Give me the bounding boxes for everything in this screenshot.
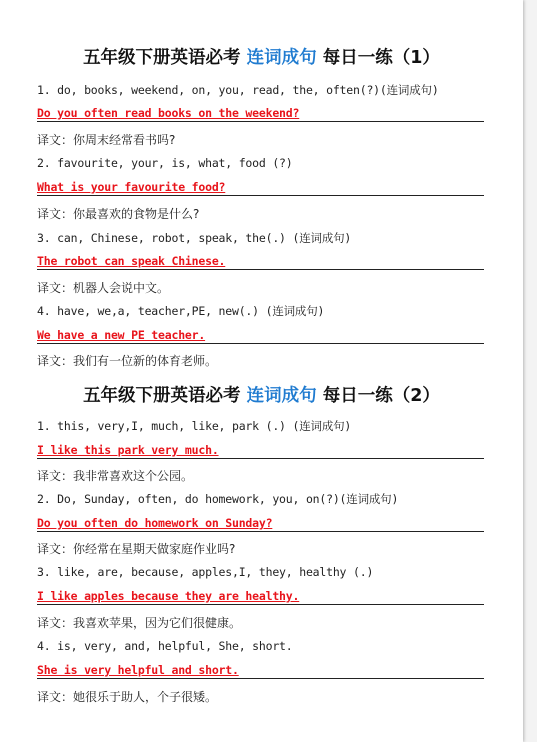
translation-2-2: 译文：你经常在星期天做家庭作业吗? (37, 542, 236, 556)
section-title-2 (0, 382, 523, 407)
answer-text: What is your favourite food? (37, 180, 226, 194)
translation-1-1: 译文：你周末经常看书吗? (37, 133, 176, 147)
translation-1-2: 译文：你最喜欢的食物是什么? (37, 207, 200, 221)
answer-2-2 (37, 516, 484, 532)
answer-text: I like apples because they are healthy. (37, 589, 300, 603)
question-1-1: 1. do, books, weekend, on, you, read, the, often(?)(连词成句) (37, 83, 439, 97)
answer-text: The robot can speak Chinese. (37, 254, 226, 268)
question-2-4: 4. is, very, and, helpful, She, short. (37, 639, 293, 653)
question-2-1: 1. this, very,I, much, like, park (.) (连词成句) (37, 419, 352, 433)
title-text: 五年级下册英语必考 (83, 386, 241, 406)
answer-1-1 (37, 106, 484, 122)
answer-1-4 (37, 328, 484, 344)
answer-text: Do you often read books on the weekend? (37, 106, 300, 120)
translation-2-3: 译文：我喜欢苹果，因为它们很健康。 (37, 616, 242, 630)
title-suffix: 每日一练（2） (322, 386, 440, 406)
title-highlight: 连词成句 (246, 386, 317, 406)
translation-2-4: 译文：她很乐于助人，个子很矮。 (37, 690, 218, 704)
question-1-2: 2. favourite, your, is, what, food (?) (37, 156, 293, 170)
question-2-2: 2. Do, Sunday, often, do homework, you, on(?)(连词成句) (37, 492, 399, 506)
section-title-1 (0, 44, 523, 69)
translation-1-4: 译文：我们有一位新的体育老师。 (37, 354, 218, 368)
answer-2-1 (37, 443, 484, 459)
answer-text: I like this park very much. (37, 443, 219, 457)
answer-text: We have a new PE teacher. (37, 328, 206, 342)
answer-text: She is very helpful and short. (37, 663, 239, 677)
answer-2-4 (37, 663, 484, 679)
answer-1-2 (37, 180, 484, 196)
title-text: 五年级下册英语必考 (83, 48, 241, 68)
answer-2-3 (37, 589, 484, 605)
title-highlight: 连词成句 (246, 48, 317, 68)
question-2-3: 3. like, are, because, apples,I, they, healthy (.) (37, 565, 374, 579)
translation-1-3: 译文：机器人会说中文。 (37, 281, 170, 295)
title-suffix: 每日一练（1） (322, 48, 440, 68)
question-1-4: 4. have, we,a, teacher,PE, new(.) (连词成句) (37, 304, 325, 318)
answer-1-3 (37, 254, 484, 270)
answer-text: Do you often do homework on Sunday? (37, 516, 273, 530)
question-1-3: 3. can, Chinese, robot, speak, the(.) (连词成句) (37, 231, 352, 245)
translation-2-1: 译文：我非常喜欢这个公园。 (37, 469, 194, 483)
